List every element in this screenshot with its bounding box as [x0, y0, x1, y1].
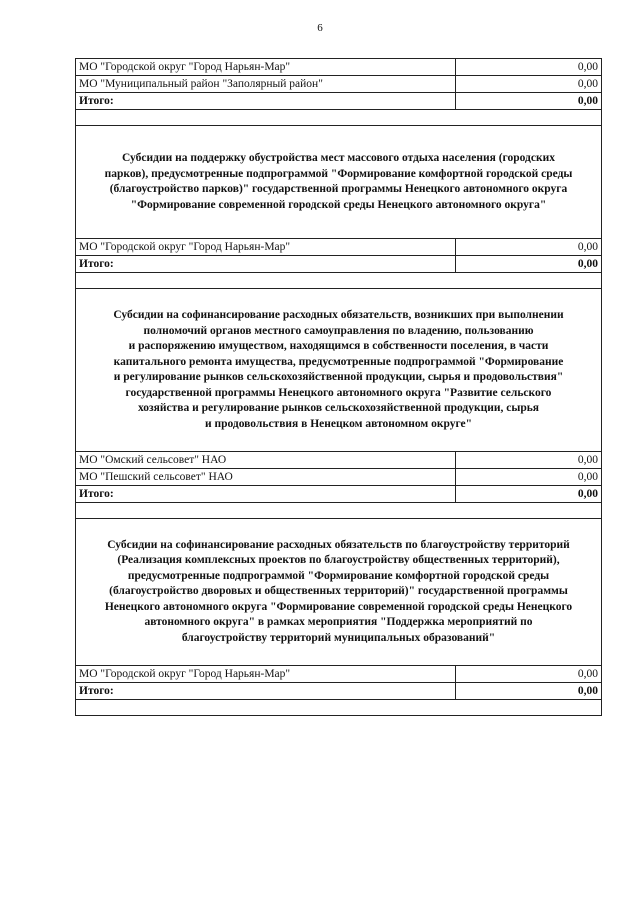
section-heading [76, 519, 602, 666]
total-row [76, 683, 602, 700]
table-row [76, 239, 602, 256]
section-title-line: Субсидии на софинансирование расходных обязательств по благоустройству территорий [107, 538, 570, 551]
section-title-line: предусмотренные подпрограммой "Формирование комфортной городской среды [127, 569, 550, 582]
total-value: 0,00 [456, 683, 602, 700]
spacer-row [76, 503, 602, 519]
total-value: 0,00 [456, 486, 602, 503]
amount-value: 0,00 [456, 469, 602, 486]
section-title-line: и распоряжению имуществом, находящимся в собственности поселения, в части [128, 340, 549, 352]
table-row [76, 469, 602, 486]
page-number: 6 [317, 22, 323, 34]
amount-value: 0,00 [456, 59, 602, 76]
section-title-line: автономного округа" в рамках мероприятия "Поддержка мероприятий по [144, 616, 533, 629]
section-title-line: полномочий органов местного самоуправления по владению, пользованию [143, 324, 534, 337]
total-label: Итого: [76, 683, 456, 700]
amount-value: 0,00 [456, 76, 602, 93]
total-row [76, 93, 602, 110]
spacer-row [76, 700, 602, 716]
spacer-row [76, 273, 602, 289]
section-heading [76, 126, 602, 239]
section-title-line: парков), предусмотренные подпрограммой "Формирование комфортной городской среды [104, 167, 573, 180]
table-row [76, 666, 602, 683]
section-title-line: (благоустройство дворовых и общественных территорий)" государственной программы [109, 585, 568, 598]
total-label: Итого: [76, 256, 456, 273]
subsidy-table [75, 58, 602, 716]
municipality-name: МО "Городской округ "Город Нарьян-Мар" [76, 666, 456, 683]
municipality-name: МО "Омский сельсовет" НАО [76, 452, 456, 469]
total-value: 0,00 [456, 256, 602, 273]
section-title-line: и продовольствия в Ненецком автономном округе" [204, 417, 473, 430]
section-title-line: Субсидии на поддержку обустройства мест массового отдыха населения (городских [122, 152, 555, 164]
spacer-row [76, 110, 602, 126]
municipality-name: МО "Городской округ "Город Нарьян-Мар" [76, 59, 456, 76]
section-title-line: (благоустройство парков)" государственной программы Ненецкого автономного округа [109, 183, 568, 195]
section-title-line: благоустройству территорий муниципальных образований" [181, 631, 496, 644]
section-title-line: (Реализация комплексных проектов по благоустройству общественных территорий), [117, 554, 560, 567]
amount-value: 0,00 [456, 452, 602, 469]
municipality-name: МО "Муниципальный район "Заполярный район" [76, 76, 456, 93]
table-row [76, 59, 602, 76]
total-value: 0,00 [456, 93, 602, 110]
section-title-line: "Формирование современной городской среды Ненецкого автономного округа" [130, 198, 547, 211]
section-title-line: Субсидии на софинансирование расходных обязательств, возникших при выполнении [113, 309, 564, 321]
section-title-line: хозяйства и регулирование рынков сельскохозяйственной продукции, сырья [137, 402, 540, 414]
table-row [76, 76, 602, 93]
section-title-line: государственной программы Ненецкого автономного округа "Развитие сельского [125, 386, 552, 399]
municipality-name: МО "Городской округ "Город Нарьян-Мар" [76, 239, 456, 256]
section-title-line: капитального ремонта имущества, предусмотренные подпрограммой "Формирование [113, 355, 564, 368]
total-label: Итого: [76, 486, 456, 503]
section-title-line: и регулирование рынков сельскохозяйственной продукции, сырья и продовольствия" [113, 371, 564, 383]
total-row [76, 486, 602, 503]
table-row [76, 452, 602, 469]
municipality-name: МО "Пешский сельсовет" НАО [76, 469, 456, 486]
section-heading [76, 289, 602, 452]
total-row [76, 256, 602, 273]
amount-value: 0,00 [456, 666, 602, 683]
total-label: Итого: [76, 93, 456, 110]
section-title-line: Ненецкого автономного округа "Формирование современной городской среды Ненецкого [104, 600, 573, 613]
amount-value: 0,00 [456, 239, 602, 256]
